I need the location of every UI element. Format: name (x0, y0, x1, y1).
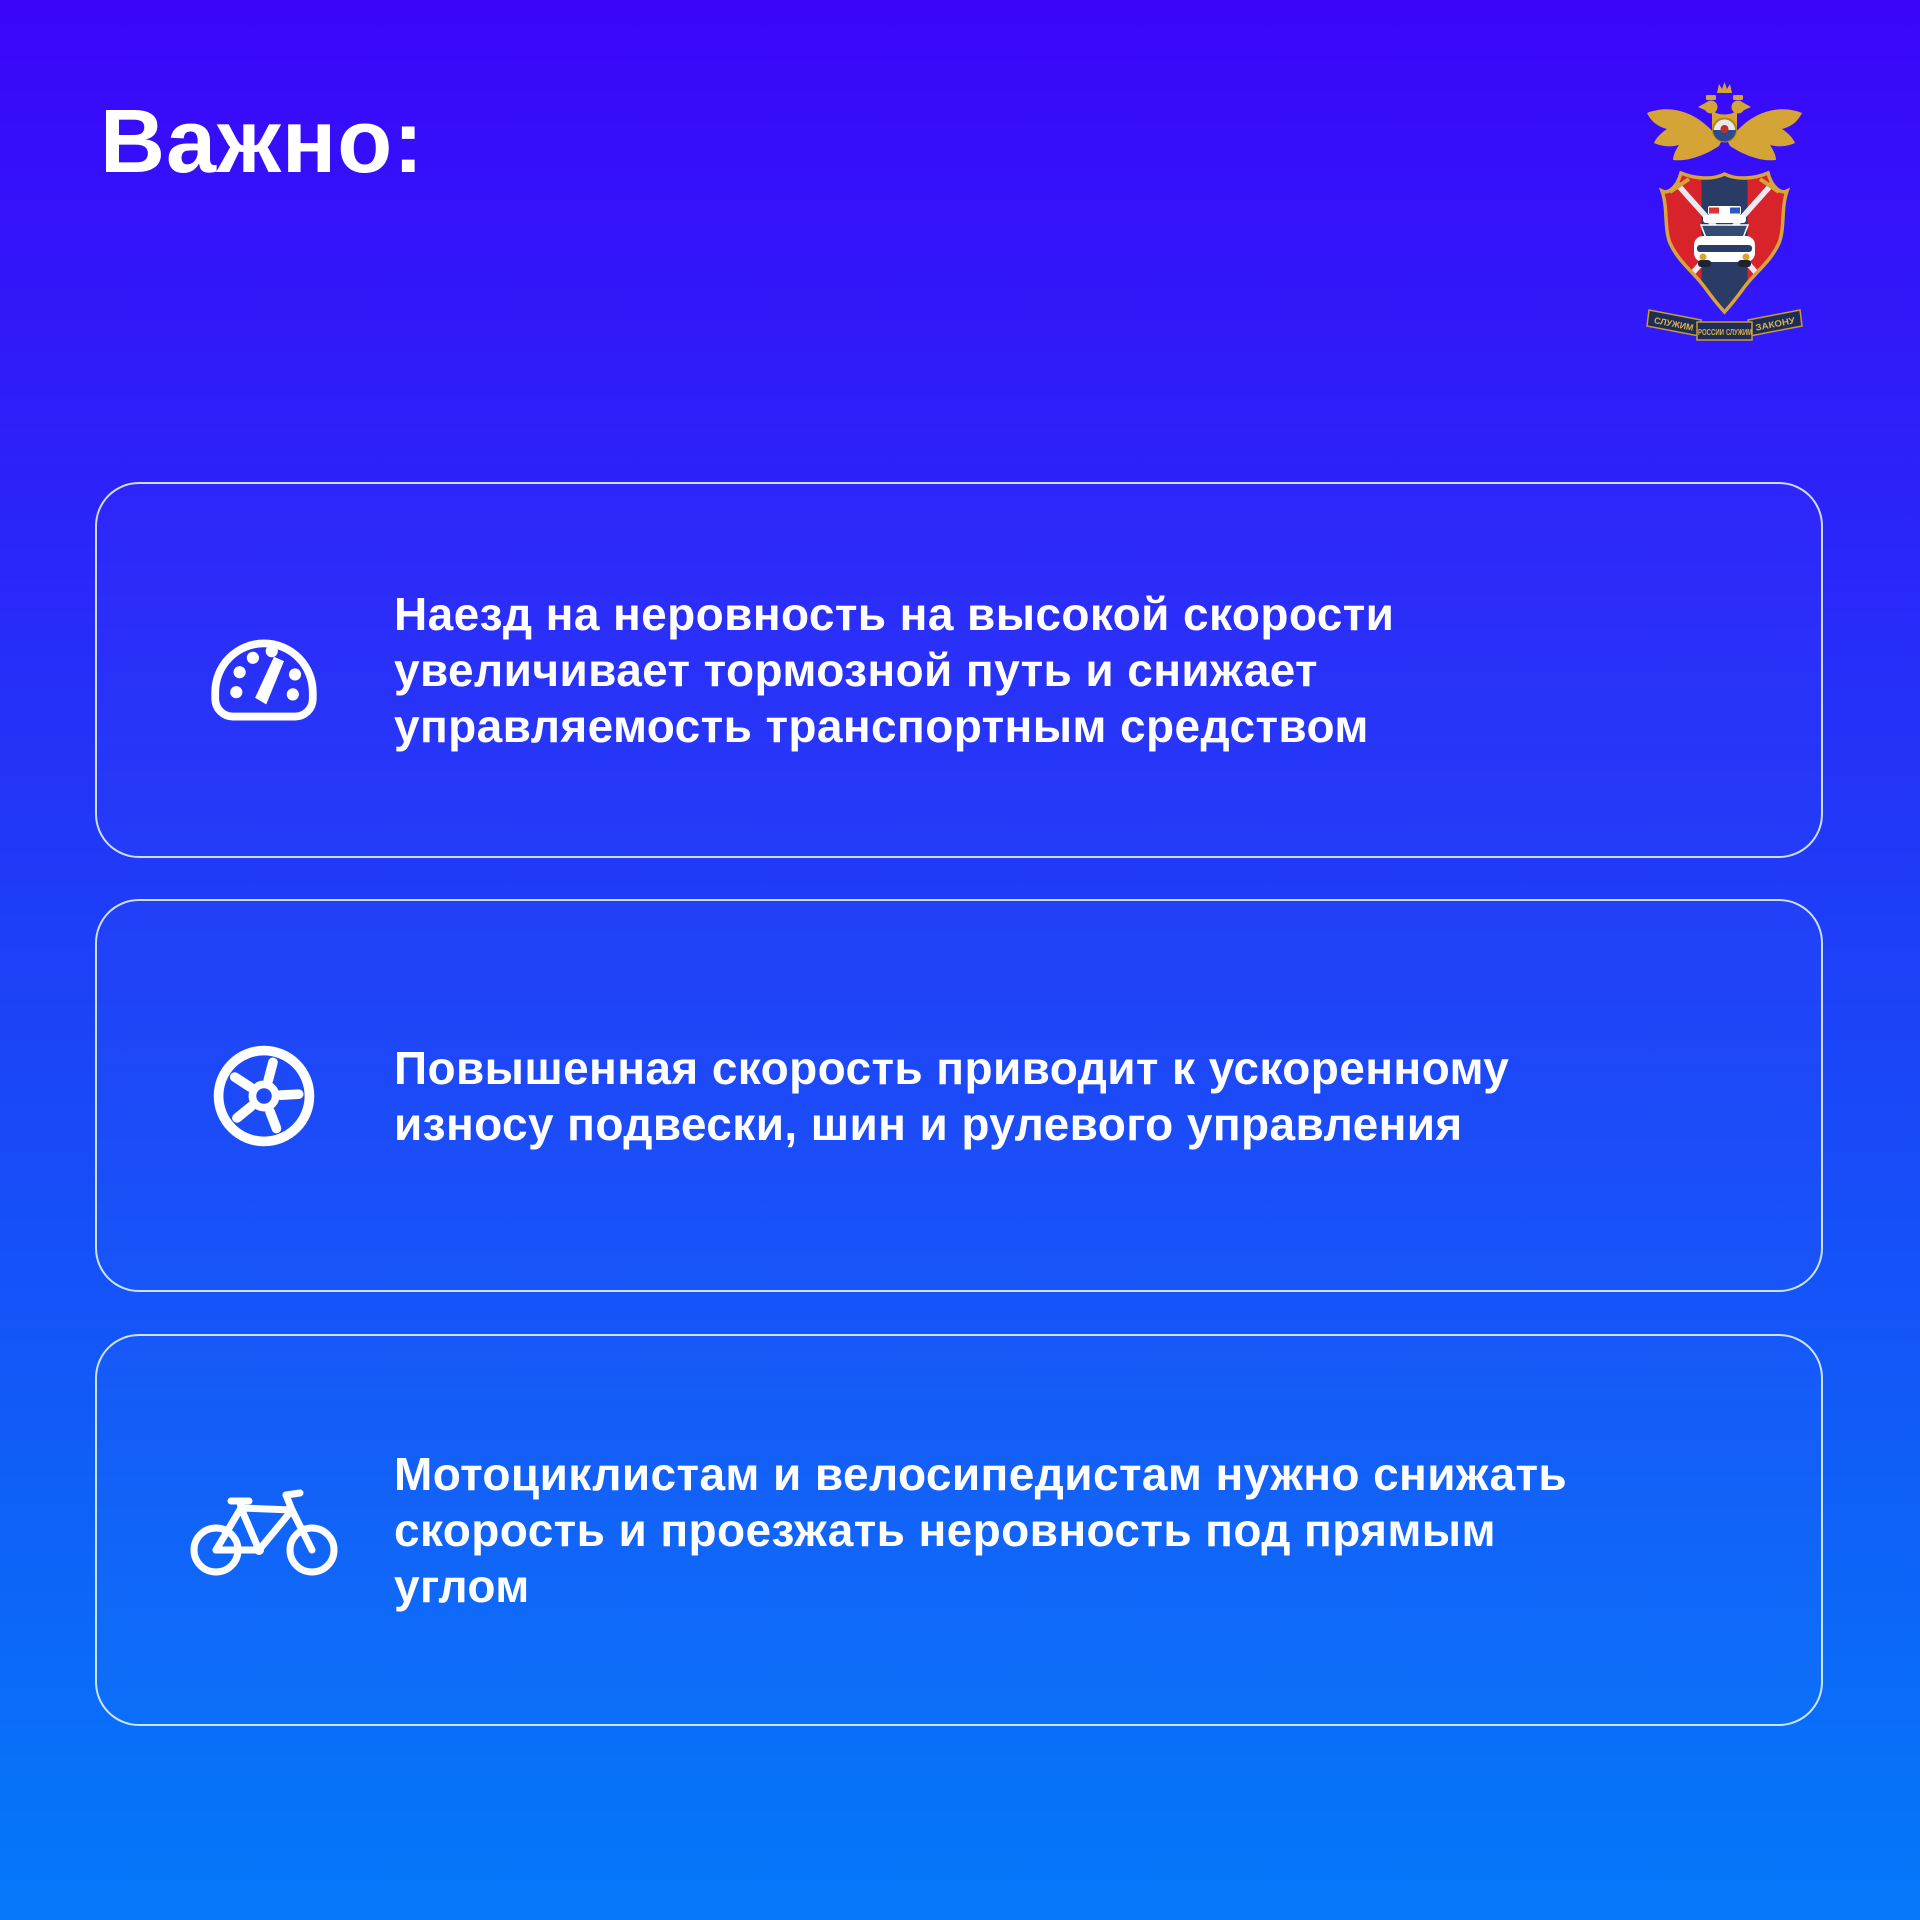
card-text (394, 1040, 1509, 1152)
bicycle-icon (189, 1480, 339, 1580)
card-text (394, 1446, 1567, 1614)
info-card-wear (95, 899, 1823, 1292)
card-line: износу подвески, шин и рулевого управления (394, 1097, 1463, 1150)
speedometer-icon (189, 619, 339, 721)
card-line: скорость и проезжать неровность под прямым (394, 1504, 1496, 1556)
card-line: Наезд на неровность на высокой скорости (394, 588, 1395, 640)
card-text (394, 586, 1394, 754)
eagle-icon (1647, 82, 1802, 160)
card-line: углом (394, 1560, 530, 1612)
ribbon-text-center-left: РОССИИ (1698, 328, 1725, 337)
wheel-icon (189, 1038, 339, 1154)
police-emblem (1637, 80, 1812, 348)
ribbon-text-right: ЗАКОНУ (1754, 315, 1793, 333)
info-card-cyclists (95, 1334, 1823, 1726)
card-line: Мотоциклистам и велосипедистам нужно снижать (394, 1448, 1568, 1500)
card-line: Повышенная скорость приводит к ускоренному (394, 1041, 1510, 1094)
page-title: Важно: (100, 92, 425, 192)
ribbon-text-center-right: СЛУЖИМ (1726, 328, 1753, 337)
card-line: управляемость транспортным средством (394, 700, 1369, 752)
card-line: увеличивает тормозной путь и снижает (394, 644, 1318, 696)
emblem-shield (1662, 168, 1787, 316)
info-card-speed-bump (95, 482, 1823, 858)
ribbon-text-left: СЛУЖИМ (1653, 315, 1695, 333)
